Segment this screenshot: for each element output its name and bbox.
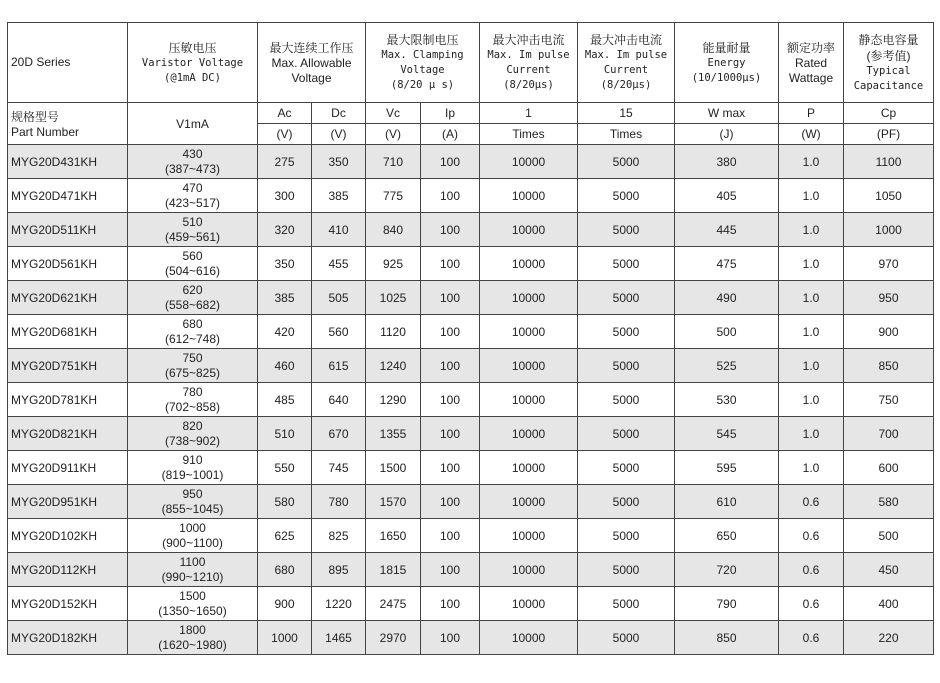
- peak-current-cell: 100: [421, 417, 480, 451]
- pulse2-header-en: Max. Im pulse Current: [584, 49, 668, 76]
- peak-current-cell: 100: [421, 281, 480, 315]
- energy-header-en: Energy: [707, 56, 746, 69]
- pulse-current-1-cell: 10000: [480, 553, 578, 587]
- header-row-symbols: [8, 103, 934, 124]
- part-number-cell: MYG20D911KH: [8, 451, 128, 485]
- part-number-cell: MYG20D152KH: [8, 587, 128, 621]
- table-row: [8, 553, 934, 587]
- clamping-voltage-cell: 2970: [366, 621, 421, 655]
- ac-voltage-cell: 900: [258, 587, 312, 621]
- pulse-current-15-cell: 5000: [578, 179, 675, 213]
- energy-cell: 610: [675, 485, 779, 519]
- unit-p: (W): [779, 124, 844, 145]
- capacitance-header-sub: (参考值): [866, 48, 911, 63]
- pulse-current-15-cell: 5000: [578, 349, 675, 383]
- ac-voltage-cell: 550: [258, 451, 312, 485]
- symbol-vc: Vc: [366, 103, 421, 124]
- header-row-titles: [8, 23, 934, 103]
- varistor-voltage-cell: [128, 145, 258, 179]
- varistor-voltage-cell: [128, 519, 258, 553]
- varistor-range: (675~825): [164, 365, 221, 380]
- capacitance-header: [844, 23, 934, 103]
- wattage-cell: 1.0: [779, 281, 844, 315]
- ac-voltage-cell: 320: [258, 213, 312, 247]
- pulse-current-15-cell: 5000: [578, 145, 675, 179]
- ac-voltage-cell: 580: [258, 485, 312, 519]
- pulse-current-1-cell: 10000: [480, 315, 578, 349]
- pulse-current-15-cell: 5000: [578, 213, 675, 247]
- pulse2-header-zh: 最大冲击电流: [589, 33, 662, 47]
- capacitance-cell: 700: [844, 417, 934, 451]
- capacitance-cell: 400: [844, 587, 934, 621]
- ac-voltage-cell: 420: [258, 315, 312, 349]
- unit-cp: (PF): [844, 124, 934, 145]
- wattage-header-en: Rated Wattage: [788, 55, 834, 85]
- varistor-nominal: 1100: [179, 554, 206, 569]
- wattage-cell: 1.0: [779, 213, 844, 247]
- table-row: [8, 179, 934, 213]
- pulse-current-15-cell: 5000: [578, 281, 675, 315]
- varistor-range: (459~561): [164, 229, 221, 244]
- dc-voltage-cell: 670: [312, 417, 366, 451]
- varistor-nominal: 1800: [179, 622, 206, 637]
- symbol-dc: Dc: [312, 103, 366, 124]
- dc-voltage-cell: 350: [312, 145, 366, 179]
- energy-cell: 380: [675, 145, 779, 179]
- capacitance-cell: 750: [844, 383, 934, 417]
- wattage-cell: 1.0: [779, 451, 844, 485]
- clamping-voltage-cell: 1120: [366, 315, 421, 349]
- clamping-voltage-cell: 1240: [366, 349, 421, 383]
- pulse-current-1-cell: 10000: [480, 485, 578, 519]
- clamping-voltage-cell: 925: [366, 247, 421, 281]
- ac-voltage-cell: 385: [258, 281, 312, 315]
- peak-current-cell: 100: [421, 519, 480, 553]
- capacitance-cell: 950: [844, 281, 934, 315]
- series-title: 20D Series: [8, 23, 128, 103]
- varistor-range: (387~473): [164, 161, 221, 176]
- varistor-range: (612~748): [164, 331, 221, 346]
- unit-vc: (V): [366, 124, 421, 145]
- capacitance-cell: 850: [844, 349, 934, 383]
- pulse-current-15-cell: 5000: [578, 621, 675, 655]
- energy-cell: 850: [675, 621, 779, 655]
- allowable-header-en: Max. Allowable Voltage: [271, 55, 352, 85]
- varistor-nominal: 470: [182, 180, 203, 195]
- varistor-range: (558~682): [164, 297, 221, 312]
- pulse-current-1-cell: 10000: [480, 349, 578, 383]
- pulse1-header-en: Max. Im pulse Current: [487, 49, 570, 76]
- clamping-voltage-cell: 1355: [366, 417, 421, 451]
- clamping-voltage-cell: 775: [366, 179, 421, 213]
- peak-current-cell: 100: [421, 247, 480, 281]
- peak-current-cell: 100: [421, 587, 480, 621]
- clamping-voltage-cell: 1570: [366, 485, 421, 519]
- symbol-ac: Ac: [258, 103, 312, 124]
- varistor-range: (702~858): [164, 399, 221, 414]
- unit-dc: (V): [312, 124, 366, 145]
- clamping-voltage-cell: 1025: [366, 281, 421, 315]
- varistor-voltage-cell: [128, 451, 258, 485]
- varistor-nominal: 910: [182, 452, 203, 467]
- wattage-header: [779, 23, 844, 103]
- wattage-cell: 1.0: [779, 315, 844, 349]
- varistor-header-en: Varistor Voltage (@1mA DC): [141, 56, 244, 84]
- energy-cell: 525: [675, 349, 779, 383]
- ac-voltage-cell: 680: [258, 553, 312, 587]
- varistor-header: [128, 23, 258, 103]
- clamping-voltage-cell: 1500: [366, 451, 421, 485]
- peak-current-cell: 100: [421, 349, 480, 383]
- wattage-header-zh: 额定功率: [786, 40, 835, 55]
- dc-voltage-cell: 615: [312, 349, 366, 383]
- pulse2-header-sub: (8/20μs): [600, 79, 652, 91]
- clamping-voltage-cell: 840: [366, 213, 421, 247]
- pulse-current-1-cell: 10000: [480, 247, 578, 281]
- dc-voltage-cell: 505: [312, 281, 366, 315]
- part-number-cell: MYG20D561KH: [8, 247, 128, 281]
- pulse-current-15-cell: 5000: [578, 247, 675, 281]
- ac-voltage-cell: 1000: [258, 621, 312, 655]
- varistor-voltage-cell: [128, 349, 258, 383]
- peak-current-cell: 100: [421, 383, 480, 417]
- dc-voltage-cell: 385: [312, 179, 366, 213]
- part-number-cell: MYG20D781KH: [8, 383, 128, 417]
- part-number-cell: MYG20D112KH: [8, 553, 128, 587]
- table-row: [8, 247, 934, 281]
- symbol-p: P: [779, 103, 844, 124]
- pulse-current-1-cell: 10000: [480, 213, 578, 247]
- dc-voltage-cell: 410: [312, 213, 366, 247]
- pulse-current-15-cell: 5000: [578, 519, 675, 553]
- dc-voltage-cell: 895: [312, 553, 366, 587]
- symbol-ip: Ip: [421, 103, 480, 124]
- capacitance-cell: 1000: [844, 213, 934, 247]
- dc-voltage-cell: 455: [312, 247, 366, 281]
- peak-current-cell: 100: [421, 315, 480, 349]
- clamping-voltage-cell: 1815: [366, 553, 421, 587]
- dc-voltage-cell: 780: [312, 485, 366, 519]
- energy-cell: 500: [675, 315, 779, 349]
- part-number-cell: MYG20D621KH: [8, 281, 128, 315]
- varistor-range: (423~517): [164, 195, 221, 210]
- unit-pulse15: Times: [578, 124, 675, 145]
- peak-current-cell: 100: [421, 179, 480, 213]
- energy-cell: 545: [675, 417, 779, 451]
- varistor-range: (738~902): [164, 433, 221, 448]
- pulse2-header: [578, 23, 675, 103]
- pulse-current-15-cell: 5000: [578, 587, 675, 621]
- table-row: [8, 315, 934, 349]
- energy-header-sub: (10/1000μs): [691, 71, 762, 84]
- table-row: [8, 519, 934, 553]
- ac-voltage-cell: 300: [258, 179, 312, 213]
- wattage-cell: 0.6: [779, 621, 844, 655]
- part-number-cell: MYG20D431KH: [8, 145, 128, 179]
- energy-cell: 445: [675, 213, 779, 247]
- clamping-header-sub: (8/20 μ s): [390, 79, 455, 91]
- varistor-range: (1350~1650): [158, 603, 227, 618]
- varistor-voltage-cell: [128, 179, 258, 213]
- wattage-cell: 0.6: [779, 519, 844, 553]
- varistor-range: (900~1100): [162, 535, 223, 550]
- energy-cell: 530: [675, 383, 779, 417]
- pulse-current-15-cell: 5000: [578, 383, 675, 417]
- unit-ip: (A): [421, 124, 480, 145]
- capacitance-cell: 600: [844, 451, 934, 485]
- varistor-nominal: 430: [182, 146, 203, 161]
- pulse-current-1-cell: 10000: [480, 621, 578, 655]
- pulse-current-1-cell: 10000: [480, 145, 578, 179]
- symbol-pulse1: 1: [480, 103, 578, 124]
- capacitance-cell: 580: [844, 485, 934, 519]
- dc-voltage-cell: 745: [312, 451, 366, 485]
- energy-cell: 475: [675, 247, 779, 281]
- unit-ac: (V): [258, 124, 312, 145]
- energy-cell: 405: [675, 179, 779, 213]
- symbol-wmax: W max: [675, 103, 779, 124]
- varistor-nominal: 750: [182, 350, 203, 365]
- unit-pulse1: Times: [480, 124, 578, 145]
- energy-header: [675, 23, 779, 103]
- part-number-cell: MYG20D511KH: [8, 213, 128, 247]
- ac-voltage-cell: 275: [258, 145, 312, 179]
- ac-voltage-cell: 460: [258, 349, 312, 383]
- dc-voltage-cell: 640: [312, 383, 366, 417]
- peak-current-cell: 100: [421, 485, 480, 519]
- peak-current-cell: 100: [421, 621, 480, 655]
- ac-voltage-cell: 510: [258, 417, 312, 451]
- peak-current-cell: 100: [421, 553, 480, 587]
- pulse-current-15-cell: 5000: [578, 315, 675, 349]
- wattage-cell: 0.6: [779, 485, 844, 519]
- table-row: [8, 349, 934, 383]
- varistor-voltage-cell: [128, 383, 258, 417]
- varistor-voltage-cell: [128, 247, 258, 281]
- clamping-voltage-cell: 710: [366, 145, 421, 179]
- table-row: [8, 417, 934, 451]
- part-number-cell: MYG20D751KH: [8, 349, 128, 383]
- capacitance-cell: 900: [844, 315, 934, 349]
- wattage-cell: 0.6: [779, 553, 844, 587]
- part-number-header-zh: 规格型号: [11, 109, 60, 124]
- wattage-cell: 0.6: [779, 587, 844, 621]
- varistor-nominal: 780: [182, 384, 203, 399]
- capacitance-header-en: Typical Capacitance: [853, 64, 924, 92]
- energy-cell: 650: [675, 519, 779, 553]
- varistor-nominal: 950: [182, 486, 203, 501]
- v1ma-header: V1mA: [128, 103, 258, 145]
- varistor-range: (1620~1980): [158, 637, 227, 652]
- peak-current-cell: 100: [421, 451, 480, 485]
- varistor-voltage-cell: [128, 485, 258, 519]
- varistor-nominal: 560: [182, 248, 203, 263]
- part-number-cell: MYG20D102KH: [8, 519, 128, 553]
- table-row: [8, 281, 934, 315]
- wattage-cell: 1.0: [779, 247, 844, 281]
- pulse1-header-zh: 最大冲击电流: [492, 33, 565, 47]
- clamping-voltage-cell: 1290: [366, 383, 421, 417]
- clamping-voltage-cell: 1650: [366, 519, 421, 553]
- table-row: [8, 621, 934, 655]
- part-number-header-en: Part Number: [11, 124, 80, 139]
- ac-voltage-cell: 350: [258, 247, 312, 281]
- capacitance-cell: 1050: [844, 179, 934, 213]
- table-row: [8, 383, 934, 417]
- part-number-header: [8, 103, 128, 145]
- varistor-voltage-cell: [128, 281, 258, 315]
- energy-cell: 490: [675, 281, 779, 315]
- varistor-voltage-cell: [128, 621, 258, 655]
- varistor-voltage-cell: [128, 587, 258, 621]
- varistor-header-zh: 压敏电压: [168, 40, 217, 55]
- wattage-cell: 1.0: [779, 349, 844, 383]
- varistor-range: (855~1045): [161, 501, 224, 516]
- pulse-current-1-cell: 10000: [480, 179, 578, 213]
- varistor-voltage-cell: [128, 417, 258, 451]
- pulse1-header: [480, 23, 578, 103]
- varistor-voltage-cell: [128, 315, 258, 349]
- pulse-current-1-cell: 10000: [480, 587, 578, 621]
- part-number-cell: MYG20D471KH: [8, 179, 128, 213]
- varistor-range: (819~1001): [161, 467, 224, 482]
- part-number-cell: MYG20D182KH: [8, 621, 128, 655]
- wattage-cell: 1.0: [779, 417, 844, 451]
- capacitance-cell: 1100: [844, 145, 934, 179]
- energy-header-zh: 能量耐量: [702, 40, 751, 55]
- capacitance-cell: 500: [844, 519, 934, 553]
- varistor-nominal: 1500: [179, 588, 206, 603]
- unit-wmax: (J): [675, 124, 779, 145]
- capacitance-cell: 970: [844, 247, 934, 281]
- dc-voltage-cell: 1220: [312, 587, 366, 621]
- pulse-current-1-cell: 10000: [480, 417, 578, 451]
- pulse-current-15-cell: 5000: [578, 553, 675, 587]
- pulse-current-1-cell: 10000: [480, 281, 578, 315]
- pulse-current-1-cell: 10000: [480, 519, 578, 553]
- energy-cell: 595: [675, 451, 779, 485]
- wattage-cell: 1.0: [779, 145, 844, 179]
- capacitance-cell: 220: [844, 621, 934, 655]
- table-row: [8, 145, 934, 179]
- varistor-voltage-cell: [128, 213, 258, 247]
- clamping-header-en: Max. Clamping Voltage: [381, 49, 464, 76]
- part-number-cell: MYG20D681KH: [8, 315, 128, 349]
- table-row: [8, 587, 934, 621]
- pulse-current-15-cell: 5000: [578, 417, 675, 451]
- table-row: [8, 451, 934, 485]
- clamping-header-zh: 最大限制电压: [386, 33, 459, 47]
- symbol-pulse15: 15: [578, 103, 675, 124]
- wattage-cell: 1.0: [779, 179, 844, 213]
- capacitance-cell: 450: [844, 553, 934, 587]
- ac-voltage-cell: 485: [258, 383, 312, 417]
- symbol-cp: Cp: [844, 103, 934, 124]
- varistor-range: (504~616): [164, 263, 221, 278]
- clamping-header: [366, 23, 480, 103]
- varistor-nominal: 680: [182, 316, 203, 331]
- energy-cell: 720: [675, 553, 779, 587]
- pulse-current-15-cell: 5000: [578, 451, 675, 485]
- wattage-cell: 1.0: [779, 383, 844, 417]
- capacitance-header-zh: 静态电容量: [858, 32, 919, 47]
- clamping-voltage-cell: 2475: [366, 587, 421, 621]
- varistor-voltage-cell: [128, 553, 258, 587]
- varistor-nominal: 820: [182, 418, 203, 433]
- pulse-current-1-cell: 10000: [480, 383, 578, 417]
- part-number-cell: MYG20D821KH: [8, 417, 128, 451]
- dc-voltage-cell: 1465: [312, 621, 366, 655]
- part-number-cell: MYG20D951KH: [8, 485, 128, 519]
- energy-cell: 790: [675, 587, 779, 621]
- dc-voltage-cell: 825: [312, 519, 366, 553]
- peak-current-cell: 100: [421, 213, 480, 247]
- dc-voltage-cell: 560: [312, 315, 366, 349]
- varistor-nominal: 510: [182, 214, 203, 229]
- table-row: [8, 485, 934, 519]
- pulse1-header-sub: (8/20μs): [503, 79, 554, 91]
- table-row: [8, 213, 934, 247]
- pulse-current-1-cell: 10000: [480, 451, 578, 485]
- varistor-range: (990~1210): [161, 569, 224, 584]
- allowable-header: [258, 23, 366, 103]
- allowable-header-zh: 最大连续工作压: [269, 40, 354, 55]
- varistor-nominal: 1000: [179, 520, 206, 535]
- varistor-nominal: 620: [182, 282, 203, 297]
- pulse-current-15-cell: 5000: [578, 485, 675, 519]
- ac-voltage-cell: 625: [258, 519, 312, 553]
- spec-table: [7, 22, 934, 655]
- peak-current-cell: 100: [421, 145, 480, 179]
